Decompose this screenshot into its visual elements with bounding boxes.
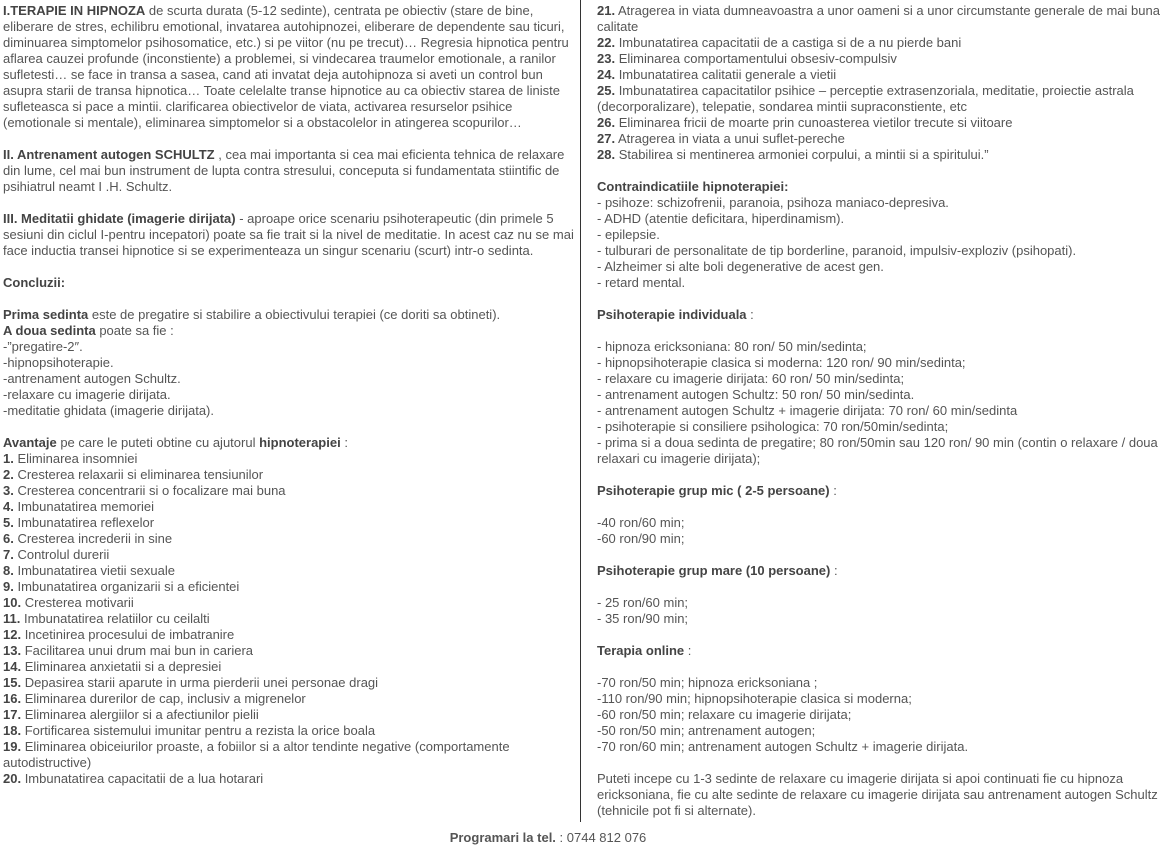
- benefit-item: 18. Fortificarea sistemului imunitar pentru a rezista la orice boala: [3, 723, 376, 738]
- benefit-item: 26. Eliminarea fricii de moarte prin cunoasterea vietilor trecute si viitoare: [597, 115, 1013, 130]
- grup-mic-heading: Psihoterapie grup mic ( 2-5 persoane) :: [597, 483, 837, 498]
- list-item: -”pregatire-2″.: [3, 339, 83, 354]
- price-item: -60 ron/50 min; relaxare cu imagerie dirijata;: [597, 707, 852, 722]
- contra-item: - tulburari de personalitate de tip borderline, paranoid, impulsiv-exploziv (psihopati).: [597, 243, 1077, 258]
- benefit-item: 16. Eliminarea durerilor de cap, inclusiv a migrenelor: [3, 691, 306, 706]
- column-divider: [580, 0, 581, 822]
- benefit-item: 10. Cresterea motivarii: [3, 595, 134, 610]
- adoua-sedinta-line: A doua sedinta poate sa fie :: [3, 323, 174, 338]
- phone-number[interactable]: 0744 812 076: [566, 830, 647, 845]
- list-item: -antrenament autogen Schultz.: [3, 371, 181, 386]
- price-item: - prima si a doua sedinta de pregatire; 80 ron/50min sau 120 ron/ 90 min (contin o relaxare / doua relaxari cu imagerie dirijata);: [597, 435, 1158, 466]
- benefit-item: 9. Imbunatatirea organizarii si a eficientei: [3, 579, 240, 594]
- benefit-item: 2. Cresterea relaxarii si eliminarea tensiunilor: [3, 467, 264, 482]
- contra-item: - retard mental.: [597, 275, 686, 290]
- benefit-item: 24. Imbunatatirea calitatii generale a vietii: [597, 67, 837, 82]
- benefit-item: 14. Eliminarea anxietatii si a depresiei: [3, 659, 222, 674]
- autogen-heading: II. Antrenament autogen SCHULTZ: [3, 147, 215, 162]
- online-price-list: [597, 675, 1167, 755]
- avantaje-line: Avantaje pe care le puteti obtine cu ajutorul hipnoterapiei :: [3, 435, 348, 450]
- price-item: - relaxare cu imagerie dirijata: 60 ron/ 50 min/sedinta;: [597, 371, 905, 386]
- price-item: -70 ron/60 min; antrenament autogen Schultz + imagerie dirijata.: [597, 739, 969, 754]
- benefit-item: 23. Eliminarea comportamentului obsesiv-compulsiv: [597, 51, 897, 66]
- left-column: [3, 3, 575, 787]
- list-item: -meditatie ghidata (imagerie dirijata).: [3, 403, 214, 418]
- benefit-item: 6. Cresterea increderii in sine: [3, 531, 173, 546]
- benefit-item: 8. Imbunatatirea vietii sexuale: [3, 563, 175, 578]
- contra-item: - Alzheimer si alte boli degenerative de acest gen.: [597, 259, 884, 274]
- benefit-item: 3. Cresterea concentrarii si o focalizare mai buna: [3, 483, 286, 498]
- benefit-item: 12. Incetinirea procesului de imbatranire: [3, 627, 235, 642]
- contra-heading: Contraindicatiile hipnoterapiei:: [597, 179, 789, 194]
- meditatii-heading: III. Meditatii ghidate (imagerie dirijata): [3, 211, 236, 226]
- closing-paragraph: Puteti incepe cu 1-3 sedinte de relaxare cu imagerie dirijata si apoi continuati fie cu hipnoza ericksoniana, fie cu alte sedinte de relaxare cu imagerie dirijata sau antrenament autogen Schultz (tehnicile pot fi si alternate).: [597, 771, 1158, 818]
- price-item: - psihoterapie si consiliere psihologica: 70 ron/50min/sedinta;: [597, 419, 949, 434]
- concluzii-heading: Concluzii:: [3, 275, 66, 290]
- price-item: - antrenament autogen Schultz + imagerie dirijata: 70 ron/ 60 min/sedinta: [597, 403, 1018, 418]
- benefit-item: 27. Atragerea in viata a unui suflet-pereche: [597, 131, 845, 146]
- benefit-item: 19. Eliminarea obiceiurilor proaste, a fobiilor si a altor tendinte negative (comportamente autodistructive): [3, 739, 510, 770]
- individuala-price-list: [597, 339, 1167, 467]
- price-item: - hipnopsihoterapie clasica si moderna: 120 ron/ 90 min/sedinta;: [597, 355, 966, 370]
- benefit-item: 20. Imbunatatirea capacitatii de a lua hotarari: [3, 771, 264, 786]
- footer-label: Programari la tel.: [449, 830, 556, 845]
- grup-mare-price-list: [597, 595, 1167, 627]
- benefit-item: 1. Eliminarea insomniei: [3, 451, 138, 466]
- grup-mare-heading: Psihoterapie grup mare (10 persoane) :: [597, 563, 838, 578]
- individuala-heading: Psihoterapie individuala :: [597, 307, 754, 322]
- footer-contact: Programari la tel. : 0744 812 076: [449, 830, 647, 845]
- list-item: -hipnopsihoterapie.: [3, 355, 114, 370]
- benefit-item: 28. Stabilirea si mentinerea armoniei corpului, a mintii si a spiritului.”: [597, 147, 989, 162]
- benefits-list-right: [597, 3, 1167, 163]
- online-heading: Terapia online :: [597, 643, 692, 658]
- adoua-sedinta-list: [3, 339, 575, 419]
- benefit-item: 17. Eliminarea alergiilor si a afectiunilor pielii: [3, 707, 259, 722]
- intro-paragraph: I.TERAPIE IN HIPNOZA de scurta durata (5-12 sedinte), centrata pe obiectiv (stare de bine, eliberare de stres, echilibru emotional, invatarea autohipnozei, eliberare de dependente sau ticuri, diminuarea simptomelor psihosomatice, etc.) si pe viitor (nu pe trecut)… Regresia hipnotica pentru aflarea cauzei profunde (inconstiente) a problemei, si vindecarea traumelor emotionale, a ranilor sufletesti… se face in transa a sasea, cand ati invatat deja autohipnoza si aveti un control bun asupra starii de transa hipnotica… Toate celelalte transe hipnotice au ca obiectiv starea de liniste sufleteasca si pace a mintii. clarificarea obiectivelor de viata, activarea resurselor psihice (emotionale si mentale), eliminarea simptomelor si a obstacolelor in atingerea scopurilor…: [3, 3, 569, 130]
- prima-sedinta-line: Prima sedinta este de pregatire si stabilire a obiectivului terapiei (ce doriti sa obtineti).: [3, 307, 501, 322]
- benefit-item: 5. Imbunatatirea reflexelor: [3, 515, 155, 530]
- benefit-item: 25. Imbunatatirea capacitatilor psihice – perceptie extrasenzoriala, meditatie, proiectie astrala (decorporalizare), telepatie, sondarea mintii supraconstiente, etc: [597, 83, 1134, 114]
- benefit-item: 4. Imbunatatirea memoriei: [3, 499, 155, 514]
- price-item: - antrenament autogen Schultz: 50 ron/ 50 min/sedinta.: [597, 387, 915, 402]
- contra-item: - epilepsie.: [597, 227, 660, 242]
- intro-heading: I.TERAPIE IN HIPNOZA: [3, 3, 146, 18]
- contra-item: - psihoze: schizofrenii, paranoia, psihoza maniaco-depresiva.: [597, 195, 949, 210]
- benefit-item: 22. Imbunatatirea capacitatii de a castiga si de a nu pierde bani: [597, 35, 962, 50]
- benefit-item: 7. Controlul durerii: [3, 547, 110, 562]
- meditatii-paragraph: III. Meditatii ghidate (imagerie dirijata) - aproape orice scenariu psihoterapeutic (din primele 5 sesiuni din ciclul I-pentru incepatori) poate sa fie trait si la nivel de meditatie. In acest caz nu se mai face inductia transei hipnotice si se experimenteaza un singur scenariu (scurt) intr-o sedinta.: [3, 211, 574, 258]
- list-item: -relaxare cu imagerie dirijata.: [3, 387, 171, 402]
- contra-item: - ADHD (atentie deficitara, hiperdinamism).: [597, 211, 845, 226]
- price-item: -50 ron/50 min; antrenament autogen;: [597, 723, 816, 738]
- benefit-item: 11. Imbunatatirea relatiilor cu ceilalti: [3, 611, 210, 626]
- price-item: -40 ron/60 min;: [597, 515, 685, 530]
- right-column: [597, 3, 1167, 819]
- price-item: -70 ron/50 min; hipnoza ericksoniana ;: [597, 675, 818, 690]
- autogen-paragraph: II. Antrenament autogen SCHULTZ , cea mai importanta si cea mai eficienta tehnica de relaxare din lume, cel mai bun instrument de lupta contra stresului, conceputa si fundamentata stiintific de psihiatrul neamt I .H. Schultz.: [3, 147, 565, 194]
- grup-mic-price-list: [597, 515, 1167, 547]
- price-item: - 35 ron/90 min;: [597, 611, 689, 626]
- benefit-item: 13. Facilitarea unui drum mai bun in cariera: [3, 643, 254, 658]
- benefit-item: 21. Atragerea in viata dumneavoastra a unor oameni si a unor circumstante generale de mai buna calitate: [597, 3, 1160, 34]
- contra-list: [597, 195, 1167, 291]
- benefit-item: 15. Depasirea starii aparute in urma pierderii unei personae dragi: [3, 675, 379, 690]
- price-item: - hipnoza ericksoniana: 80 ron/ 50 min/sedinta;: [597, 339, 867, 354]
- price-item: - 25 ron/60 min;: [597, 595, 689, 610]
- price-item: -60 ron/90 min;: [597, 531, 685, 546]
- price-item: -110 ron/90 min; hipnopsihoterapie clasica si moderna;: [597, 691, 912, 706]
- benefits-list-left: [3, 451, 575, 787]
